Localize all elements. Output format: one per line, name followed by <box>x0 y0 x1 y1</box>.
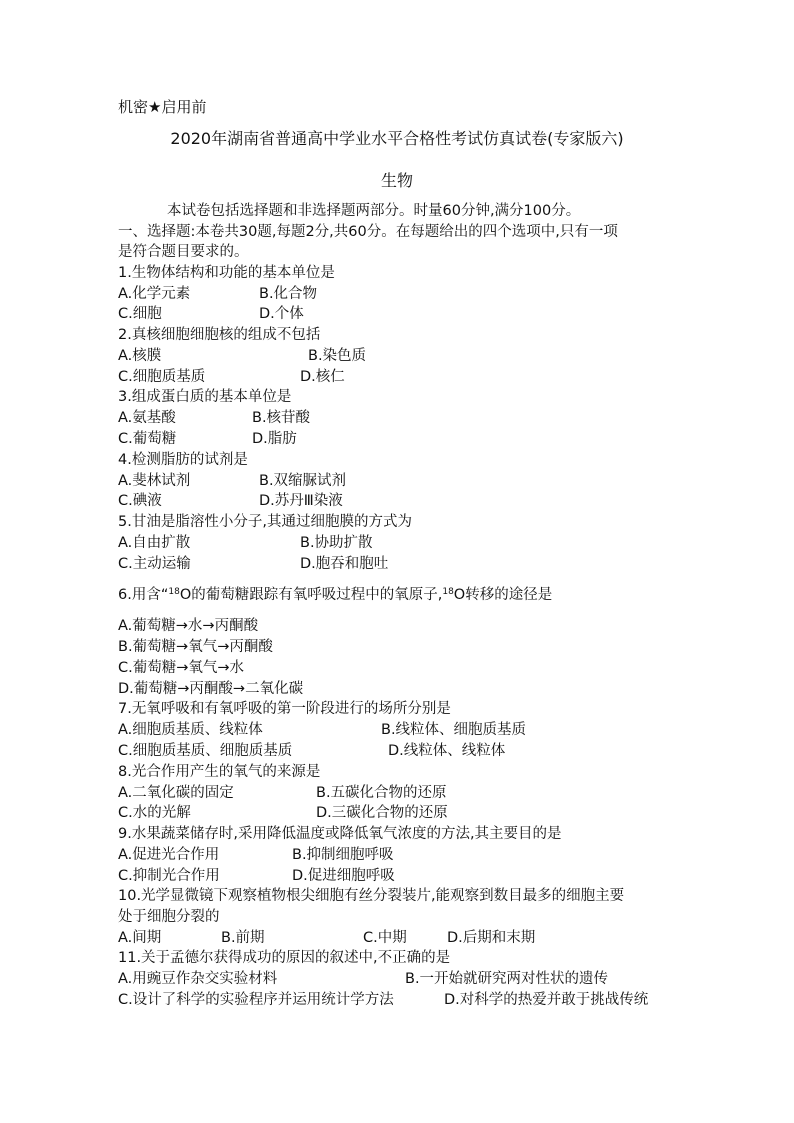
option: D.胞吞和胞吐 <box>300 556 389 572</box>
question-stem: 7.无氧呼吸和有氧呼吸的第一阶段进行的场所分别是 <box>118 701 451 717</box>
question-stem <box>118 585 552 605</box>
question-stem: 11.关于孟德尔获得成功的原因的叙述中,不正确的是 <box>118 950 451 966</box>
question-stem: 3.组成蛋白质的基本单位是 <box>118 389 292 405</box>
option: C.葡萄糖 <box>118 431 177 447</box>
section-instruction: 一、选择题:本卷共30题,每题2分,共60分。在每题给出的四个选项中,只有一项 <box>118 224 618 240</box>
option: D.脂肪 <box>252 431 297 447</box>
option: B.五碳化合物的还原 <box>316 785 447 801</box>
option: A.核膜 <box>118 348 162 364</box>
option: B.核苷酸 <box>252 410 311 426</box>
option: D.后期和末期 <box>447 930 536 946</box>
stem-text: O转移的途径是 <box>453 587 553 603</box>
section-instruction-cont: 是符合题目要求的。 <box>118 244 249 260</box>
option: A.用豌豆作杂交实验材料 <box>118 971 278 987</box>
option: C.葡萄糖→氧气→水 <box>118 660 245 676</box>
option: D.苏丹Ⅲ染液 <box>259 493 343 509</box>
option: C.设计了科学的实验程序并运用统计学方法 <box>118 992 394 1008</box>
option: A.化学元素 <box>118 286 191 302</box>
subject-title: 生物 <box>380 171 413 190</box>
option: D.促进细胞呼吸 <box>292 868 395 884</box>
option: A.二氧化碳的固定 <box>118 785 234 801</box>
option: D.对科学的热爱并敢于挑战传统 <box>444 992 649 1008</box>
option: B.抑制细胞呼吸 <box>292 847 394 863</box>
option: D.个体 <box>259 306 304 322</box>
confidential-mark: 机密★启用前 <box>118 98 207 116</box>
option: B.线粒体、细胞质基质 <box>381 722 527 738</box>
question-stem: 9.水果蔬菜储存时,采用降低温度或降低氧气浓度的方法,其主要目的是 <box>118 826 562 842</box>
question-stem: 2.真核细胞细胞核的组成不包括 <box>118 327 321 343</box>
question-stem-cont: 处于细胞分裂的 <box>118 909 220 925</box>
option: D.线粒体、线粒体 <box>388 743 506 759</box>
option: C.抑制光合作用 <box>118 868 220 884</box>
option: C.细胞质基质 <box>118 369 206 385</box>
option: B.染色质 <box>308 348 367 364</box>
option: C.水的光解 <box>118 805 191 821</box>
option: B.化合物 <box>259 286 318 302</box>
stem-text: O的葡萄糖跟踪有氧呼吸过程中的氧原子, <box>179 587 443 603</box>
option: C.中期 <box>363 930 407 946</box>
option: C.细胞质基质、细胞质基质 <box>118 743 293 759</box>
option: A.氨基酸 <box>118 410 176 426</box>
option: D.核仁 <box>300 369 345 385</box>
option: C.碘液 <box>118 493 162 509</box>
option: A.间期 <box>118 930 162 946</box>
option: A.细胞质基质、线粒体 <box>118 722 263 738</box>
option: B.前期 <box>221 930 265 946</box>
question-stem: 10.光学显微镜下观察植物根尖细胞有丝分裂装片,能观察到数目最多的细胞主要 <box>118 888 625 904</box>
stem-text: 6.用含“ <box>118 587 169 603</box>
option: A.促进光合作用 <box>118 847 220 863</box>
option: C.细胞 <box>118 306 162 322</box>
question-stem: 4.检测脂肪的试剂是 <box>118 452 248 468</box>
exam-title: 2020年湖南省普通高中学业水平合格性考试仿真试卷(专家版六) <box>170 129 624 148</box>
option: D.三碳化合物的还原 <box>316 805 448 821</box>
option: C.主动运输 <box>118 556 191 572</box>
option: A.葡萄糖→水→丙酮酸 <box>118 618 259 634</box>
question-stem: 8.光合作用产生的氧气的来源是 <box>118 764 321 780</box>
isotope-superscript: 18 <box>168 587 180 597</box>
option: B.协助扩散 <box>300 535 373 551</box>
option: D.葡萄糖→丙酮酸→二氧化碳 <box>118 681 304 697</box>
option: B.一开始就研究两对性状的遗传 <box>405 971 609 987</box>
question-stem: 5.甘油是脂溶性小分子,其通过细胞膜的方式为 <box>118 514 412 530</box>
question-stem: 1.生物体结构和功能的基本单位是 <box>118 265 335 281</box>
isotope-superscript: 18 <box>442 587 454 597</box>
option: B.双缩脲试剂 <box>259 473 347 489</box>
intro-line: 本试卷包括选择题和非选择题两部分。时量60分钟,满分100分。 <box>167 203 581 219</box>
option: A.自由扩散 <box>118 535 191 551</box>
option: B.葡萄糖→氧气→丙酮酸 <box>118 639 273 655</box>
option: A.斐林试剂 <box>118 473 191 489</box>
